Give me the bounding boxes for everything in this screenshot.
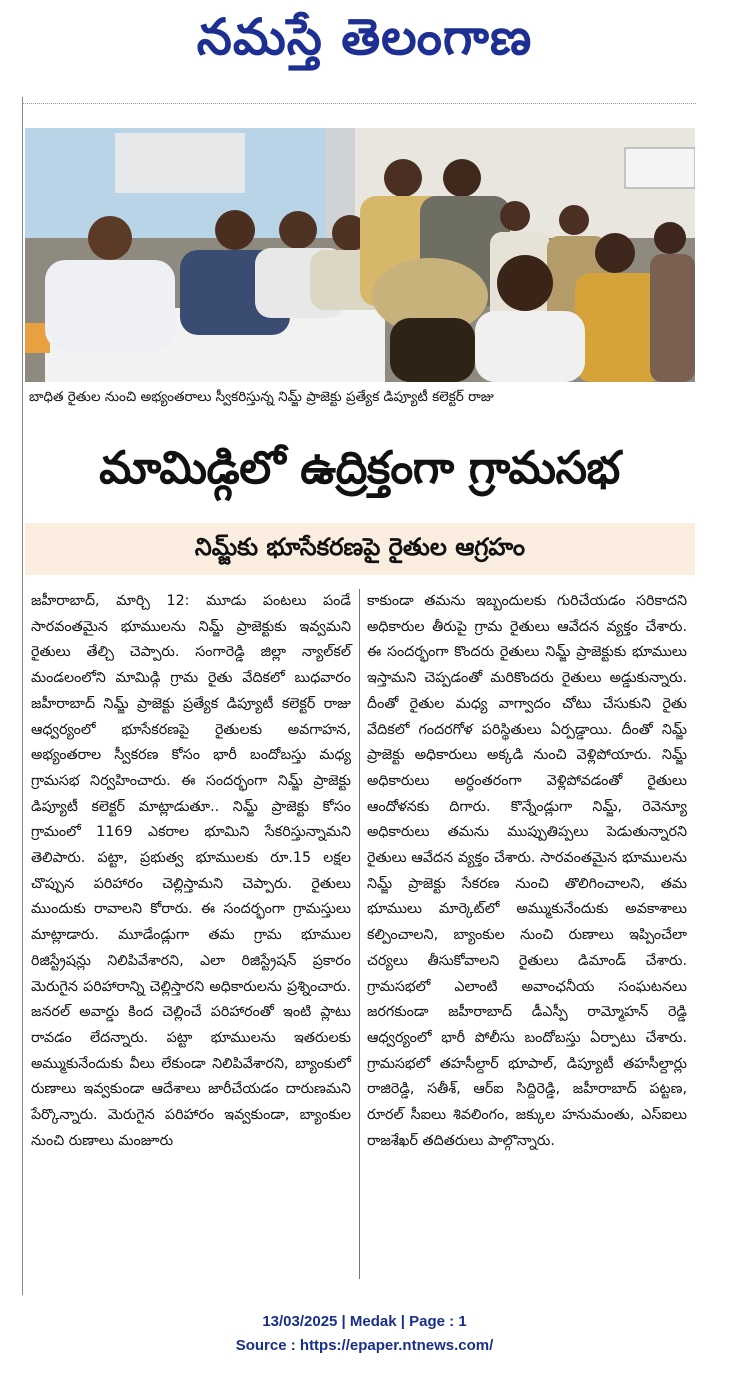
article-clipping <box>22 97 696 1295</box>
masthead-title: నమస్తే తెలంగాణ <box>196 8 533 66</box>
article-headline: మామిడ్గిలో ఉద్రిక్తంగా గ్రామసభ <box>99 441 620 494</box>
edition-line: 13/03/2025 | Medak | Page : 1 <box>262 1313 467 1330</box>
clipping-top-rule <box>23 97 696 104</box>
page-footer <box>0 1310 729 1358</box>
photo-caption: బాధిత రైతుల నుంచి అభ్యంతరాలు స్వీకరిస్తున్న నిమ్జ్ ప్రాజెక్టు ప్రత్యేక డిప్యూటీ కలెక్టర్ రాజు <box>29 389 494 405</box>
article-column-left <box>31 589 351 1154</box>
article-column-right <box>367 589 687 1154</box>
source-line: Source : https://epaper.ntnews.com/ <box>235 1337 494 1354</box>
column-divider <box>359 589 360 1279</box>
right-column-text: కాకుండా తమను ఇబ్బందులకు గురిచేయడం సరికాదని అధికారుల తీరుపై గ్రామ రైతులు ఆవేదన వ్యక్తం చేశారు. ఈ సందర్భంగా కొందరు రైతులు నిమ్జ్ ప్రాజెక్టుకు భూములు ఇస్తామని చెప్పడంతో మరికొందరు రైతులు అడ్డుకున్నారు. దీంతో రైతుల మధ్య వాగ్వాదం చోటు చేసుకుని రైతు వేదికలో గందరగోళ పరిస్థితులు ఏర్పడ్డాయి. దీంతో నిమ్జ్ ప్రాజెక్టు అధికారులు అక్కడి నుంచి వెళ్లిపోయారు. నిమ్జ్ అధికారులు అర్ధంతరంగా వెళ్లిపోవడంతో రైతులు ఆందోళనకు దిగారు. కొన్నేండ్లుగా నిమ్జ్, రెవెన్యూ అధికారులు తమను ముప్పుతిప్పలు పెడుతున్నారని రైతులు ఆవేదన వ్యక్తం చేశారు. సారవంతమైన భూములను నిమ్జ్ ప్రాజెక్టు సేకరణ నుంచి తొలిగించాలని, తమ భూములు మార్కెట్‌లో అమ్ముకునేందుకు అవకాశాలు కల్పించాలని, బ్యాంకుల నుంచి రుణాలు ఇప్పించేలా చర్యలు తీసుకోవాలని రైతులు డిమాండ్ చేశారు. గ్రామసభలో ఎలాంటి అవాంఛనీయ సంఘటనలు జరగకుండా జహీరాబాద్ డీఎస్పీ రామ్మోహన్ రెడ్డి ఆధ్వర్యంలో భారీ పోలీసు బందోబస్తు ఏర్పాటు చేశారు. గ్రామసభలో తహసీల్దార్ భూపాల్, డిప్యూటీ తహసీల్దార్లు రాజిరెడ్డి, సతీశ్, ఆర్ఐ సిద్దిరెడ్డి, జహీరాబాద్ పట్టణ, రూరల్ సీఐలు శివలింగం, జక్కుల హనుమంతు, ఎస్ఐలు రాజశేఖర్ తదితరులు పాల్గొన్నారు. <box>367 593 687 1149</box>
article-photo <box>25 128 695 382</box>
left-column-text: జహీరాబాద్, మార్చి 12: మూడు పంటలు పండే సారవంతమైన భూములను నిమ్జ్ ప్రాజెక్టుకు ఇవ్వమని రైతులు తేల్చి చెప్పారు. సంగారెడ్డి జిల్లా న్యాల్‌కల్ మండలంలోని మామిడ్గి గ్రామ రైతు వేదికలో బుధవారం జహీరాబాద్ నిమ్జ్ ప్రాజెక్టు ప్రత్యేక డిప్యూటీ కలెక్టర్ రాజు ఆధ్వర్యంలో భూసేకరణపై రైతులకు అవగాహన, అభ్యంతరాల స్వీకరణ కోసం భారీ బందోబస్తు మధ్య గ్రామసభ నిర్వహించారు. ఈ సందర్భంగా నిమ్జ్ ప్రాజెక్టు డిప్యూటీ కలెక్టర్ మాట్లాడుతూ.. నిమ్జ్ ప్రాజెక్టు కోసం గ్రామంలో 1169 ఎకరాల భూమిని సేకరిస్తున్నామని తెలిపారు. పట్టా, ప్రభుత్వ భూములకు రూ.15 లక్షల చొప్పున పరిహారం చెల్లిస్తామని చెప్పారు. రైతులు ముందుకు రావాలని కోరారు. ఈ సందర్భంగా గ్రామస్తులు మాట్లాడారు. మూడేండ్లుగా తమ గ్రామ భూముల రిజిస్ట్రేషన్లు నిలిపివేశారని, ఎలా రిజిస్ట్రేషన్ ప్రకారం మెరుగైన పరిహారాన్ని చెల్లిస్తారని అధికారులను ప్రశ్నించారు. జనరల్ అవార్డు కింద చెల్లించే పరిహారంతో ఇంటి ప్లాటు రావడం లేదన్నారు. పట్టా భూములను ఇతరులకు అమ్ముకునేందుకు వీలు లేకుండా నిలిపివేశారని, బ్యాంకులో రుణాలు ఇవ్వకుండా ఆదేశాలు జారీచేయడం దారుణమని పేర్కొన్నారు. మెరుగైన పరిహారం ఇవ్వకుండా, బ్యాంకుల నుంచి రుణాలు మంజూరు <box>31 593 351 1149</box>
article-subhead: నిమ్జ్‌కు భూసేకరణపై రైతుల ఆగ్రహం <box>194 533 526 561</box>
subhead-band <box>25 523 695 575</box>
meeting-photo-illustration <box>25 128 695 382</box>
newspaper-masthead <box>0 0 729 92</box>
